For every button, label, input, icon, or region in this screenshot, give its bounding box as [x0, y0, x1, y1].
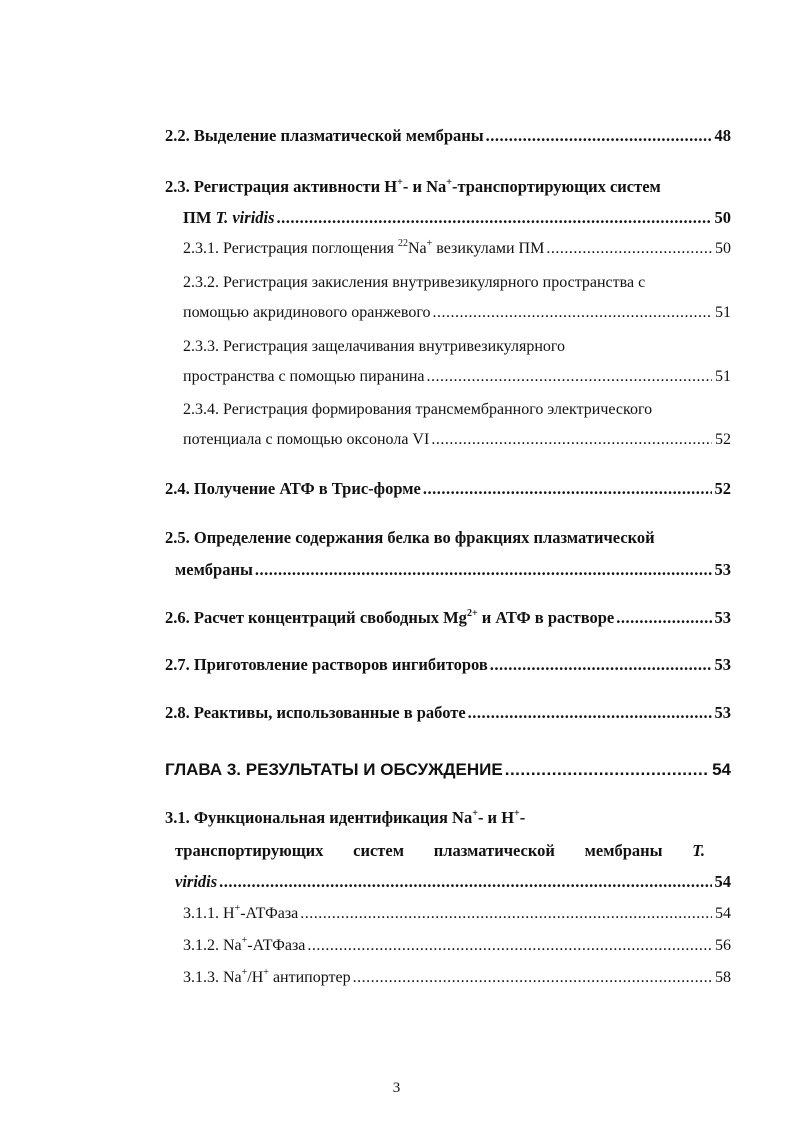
toc-entry-2-4: 2.4. Получение АТФ в Трис-форме ..... 52	[165, 481, 731, 498]
dot-leader	[307, 938, 712, 954]
toc-entry-2-5-line2: мембраны ..... 53	[175, 562, 731, 579]
toc-entry-2-3-line2: ПМ T. viridis ..... 50	[183, 210, 731, 227]
toc-entry-page: 50	[715, 240, 731, 257]
toc-entry-page: 48	[714, 126, 731, 145]
toc-entry-2-3-line1: 2.3. Регистрация активности H+- и Na+-транспортирующих систем	[165, 176, 661, 196]
dot-leader	[431, 432, 712, 448]
toc-entry-page: 56	[715, 937, 731, 954]
toc-entry-3-1-1: 3.1.1. H+-АТФаза ..... 54	[183, 906, 731, 922]
dot-leader	[468, 705, 712, 722]
toc-entry-3-1-line1: 3.1. Функциональная идентификация Na+- и H+-	[165, 807, 526, 827]
toc-entry-page: 54	[715, 905, 731, 922]
toc-entry-page: 54	[714, 872, 731, 891]
dot-leader	[219, 874, 711, 891]
toc-entry-2-5-line1: 2.5. Определение содержания белка во фракциях плазматической	[165, 528, 655, 547]
toc-entry-2-3-4-line2: потенциала с помощью оксонола VI ..... 52	[183, 432, 731, 448]
toc-entry-page: 50	[714, 208, 731, 227]
dot-leader	[353, 970, 712, 986]
toc-entry-page: 52	[714, 479, 731, 498]
toc-entry-3-1-line3: viridis ..... 54	[175, 874, 731, 891]
dot-leader	[505, 761, 709, 778]
page-number: 3	[392, 1080, 401, 1096]
toc-entry-2-6: 2.6. Расчет концентраций свободных $Mg^{2+}$ и АТФ в растворе ..... 53	[165, 610, 731, 627]
dot-leader	[490, 657, 712, 674]
toc-chapter-3: ГЛАВА 3. РЕЗУЛЬТАТЫ И ОБСУЖДЕНИЕ ..... 54	[165, 761, 731, 778]
toc-entry-2-3-3-line1: 2.3.3. Регистрация защелачивания внутривезикулярного	[183, 338, 566, 355]
toc-entry-page: 52	[715, 431, 731, 448]
toc-entry-2-3-3-line2: пространства с помощью пиранина ..... 51	[183, 369, 731, 385]
toc-entry-title: 2.2. Выделение плазматической мембраны	[165, 126, 484, 145]
toc-entry-2-3-2-line1: 2.3.2. Регистрация закисления внутривезикулярного пространства с	[183, 274, 646, 291]
toc-entry-3-1-3: 3.1.3. Na+/H+ антипортер ..... 58	[183, 970, 731, 986]
toc-entry-2-8: 2.8. Реактивы, использованные в работе ..... 53	[165, 705, 731, 722]
toc-entry-2-7: 2.7. Приготовление растворов ингибиторов ..... 53	[165, 657, 731, 674]
dot-leader	[616, 610, 711, 627]
dot-leader	[277, 210, 712, 227]
dot-leader	[486, 128, 712, 145]
dot-leader	[300, 906, 712, 922]
toc-entry-2-3-1: 2.3.1. Регистрация поглощения $^{22}$Na+ везикулами ПМ ..... 50	[183, 241, 731, 257]
dot-leader	[546, 241, 712, 257]
toc-entry-page: 51	[715, 304, 731, 321]
toc-entry-page: 53	[714, 560, 731, 579]
toc-entry-3-1-line2: транспортирующих систем плазматической мембраны T.	[175, 841, 705, 860]
toc-entry-2-2	[165, 128, 731, 145]
toc-entry-page: 58	[715, 969, 731, 986]
toc-entry-2-3-4-line1: 2.3.4. Регистрация формирования трансмембранного электрического	[183, 401, 653, 418]
toc-entry-page: 51	[715, 368, 731, 385]
toc-entry-2-3-2-line2: помощью акридинового оранжевого ..... 51	[183, 305, 731, 321]
dot-leader	[432, 305, 712, 321]
toc-entry-page: 53	[714, 703, 731, 722]
toc-entry-3-1-2: 3.1.2. Na+-АТФаза ..... 56	[183, 938, 731, 954]
toc-entry-page: 54	[712, 760, 731, 779]
dot-leader	[427, 369, 712, 385]
dot-leader	[255, 562, 712, 579]
toc-entry-page: 53	[714, 655, 731, 674]
toc-entry-page: 53	[714, 608, 731, 627]
dot-leader	[423, 481, 712, 498]
